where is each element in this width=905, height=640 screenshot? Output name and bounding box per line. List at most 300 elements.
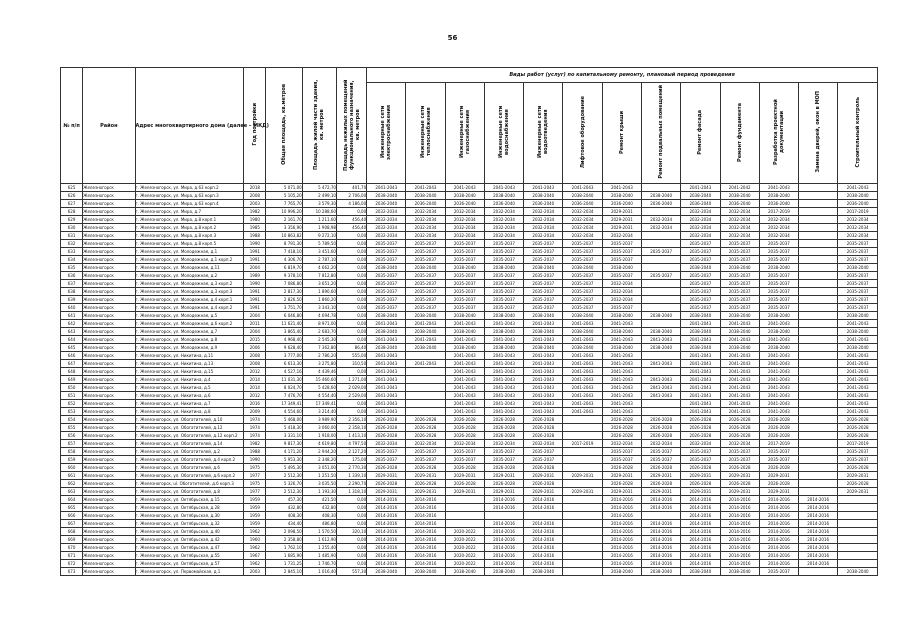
table-row xyxy=(61,416,878,424)
table-cell: 631 xyxy=(61,232,83,240)
table-cell: 2041-2043 xyxy=(484,360,523,368)
table-cell xyxy=(484,512,523,520)
table-cell: 2014-2016 xyxy=(524,496,563,504)
table-cell: 2032-2034 xyxy=(367,440,406,448)
table-cell: 1990 xyxy=(244,240,266,248)
table-cell: 3 060,00 xyxy=(302,424,336,432)
table-cell: 2035-2037 xyxy=(524,272,563,280)
table-cell: 2014-2016 xyxy=(641,528,680,536)
table-cell: 2041-2043 xyxy=(406,336,445,344)
table-cell xyxy=(641,288,680,296)
table-cell: 2035-2037 xyxy=(484,280,523,288)
table-cell xyxy=(799,392,838,400)
table-cell: 2026-2028 xyxy=(524,480,563,488)
table-cell: 657 xyxy=(61,440,83,448)
table-cell: 2038-2040 xyxy=(602,328,641,336)
table-cell: 2011 xyxy=(244,320,266,328)
table-cell: 2035-2037 xyxy=(720,240,759,248)
table-cell: 2032-2034 xyxy=(641,216,680,224)
table-cell: 2041-2043 xyxy=(681,184,720,192)
table-cell: 2041-2043 xyxy=(602,336,641,344)
table-cell: 2038-2040 xyxy=(445,344,484,352)
table-cell: 2026-2028 xyxy=(367,464,406,472)
table-cell: г. Железногорск, ул. Октябрьская, д.47 xyxy=(135,544,244,552)
table-cell: 2014-2016 xyxy=(602,560,641,568)
table-cell: 2041-2043 xyxy=(367,400,406,408)
table-cell: 2038-2040 xyxy=(563,328,602,336)
table-cell: 2035-2037 xyxy=(406,240,445,248)
table-cell: 2041-2043 xyxy=(641,336,680,344)
table-cell: 668 xyxy=(61,528,83,536)
table-cell: 1974 xyxy=(244,416,266,424)
table-cell: 3 343,10 xyxy=(302,304,336,312)
table-cell: 2026-2028 xyxy=(602,424,641,432)
table-cell: Железногорск xyxy=(83,280,135,288)
table-cell: 2014-2016 xyxy=(720,528,759,536)
table-cell: 2041-2043 xyxy=(563,360,602,368)
table-cell: 7 418,10 xyxy=(266,248,302,256)
table-cell: 2041-2043 xyxy=(484,384,523,392)
table-cell: 2020-2022 xyxy=(445,528,484,536)
table-cell: 2035-2037 xyxy=(641,456,680,464)
table-cell: 5 495,30 xyxy=(266,464,302,472)
table-cell: 2035-2037 xyxy=(367,248,406,256)
table-row xyxy=(61,424,878,432)
table-cell: 2032-2034 xyxy=(720,232,759,240)
table-cell: 2014-2016 xyxy=(602,504,641,512)
table-cell xyxy=(406,352,445,360)
table-cell xyxy=(641,304,680,312)
table-cell: 0,00 xyxy=(336,408,366,416)
table-cell: 2 029,00 xyxy=(336,384,366,392)
table-cell: 1985 xyxy=(244,224,266,232)
table-cell: 2038-2040 xyxy=(367,312,406,320)
table-cell: 2014-2016 xyxy=(602,552,641,560)
table-cell xyxy=(563,528,602,536)
table-cell: 2 944,20 xyxy=(302,448,336,456)
table-cell: 310,50 xyxy=(336,360,366,368)
table-cell: 2014-2016 xyxy=(799,512,838,520)
table-cell: 2041-2043 xyxy=(563,408,602,416)
table-cell xyxy=(563,416,602,424)
table-cell: 632 xyxy=(61,240,83,248)
table-row xyxy=(61,560,878,568)
table-cell: Железногорск xyxy=(83,256,135,264)
table-cell: 1982 xyxy=(244,208,266,216)
table-cell: 2014-2016 xyxy=(720,560,759,568)
table-cell: 2026-2028 xyxy=(406,416,445,424)
table-cell: 2 290,70 xyxy=(336,480,366,488)
table-cell xyxy=(641,400,680,408)
table-cell: 0,00 xyxy=(336,240,366,248)
table-cell: 2014-2016 xyxy=(681,512,720,520)
table-cell: 2026-2028 xyxy=(524,416,563,424)
table-cell xyxy=(799,456,838,464)
table-cell: 2014-2016 xyxy=(681,544,720,552)
table-cell: 2038-2040 xyxy=(720,328,759,336)
table-cell xyxy=(799,272,838,280)
table-cell xyxy=(799,416,838,424)
table-cell: 647 xyxy=(61,360,83,368)
table-cell: 2041-2043 xyxy=(641,392,680,400)
table-cell: 2020-2022 xyxy=(445,544,484,552)
table-cell: 2035-2037 xyxy=(524,456,563,464)
table-cell: Железногорск xyxy=(83,432,135,440)
table-cell: 2035-2037 xyxy=(720,304,759,312)
table-cell: Железногорск xyxy=(83,552,135,560)
table-cell: 2035-2037 xyxy=(563,272,602,280)
table-cell: Железногорск xyxy=(83,248,135,256)
table-cell: 2029-2031 xyxy=(484,488,523,496)
table-cell: 2035-2037 xyxy=(484,272,523,280)
table-cell: 2038-2040 xyxy=(367,264,406,272)
table-cell: 2014-2016 xyxy=(406,496,445,504)
table-cell: Железногорск xyxy=(83,200,135,208)
table-cell: 2026-2028 xyxy=(838,432,878,440)
table-cell: 2015 xyxy=(244,336,266,344)
table-cell: г. Железногорск, ул. Обогатителей, д.12 корп.2 xyxy=(135,432,244,440)
table-cell: 2041-2043 xyxy=(681,392,720,400)
table-cell xyxy=(799,256,838,264)
table-cell: 3 331,10 xyxy=(266,432,302,440)
table-cell: 2014 xyxy=(244,376,266,384)
table-cell xyxy=(799,304,838,312)
table-cell xyxy=(563,552,602,560)
table-cell: 5 953,30 xyxy=(266,456,302,464)
table-cell: 1974 xyxy=(244,432,266,440)
table-cell: 649 xyxy=(61,376,83,384)
table-cell: 2 786,20 xyxy=(302,352,336,360)
table-cell: 2012 xyxy=(244,368,266,376)
table-row xyxy=(61,456,878,464)
table-cell: 2035-2037 xyxy=(445,304,484,312)
table-cell: 2026-2028 xyxy=(759,416,798,424)
table-cell: 639 xyxy=(61,296,83,304)
table-cell: Железногорск xyxy=(83,448,135,456)
table-cell: 2032-2034 xyxy=(759,216,798,224)
table-cell: 1962 xyxy=(244,544,266,552)
table-cell: 2 845,10 xyxy=(266,568,302,576)
table-cell: Железногорск xyxy=(83,344,135,352)
table-cell: 2032-2034 xyxy=(406,224,445,232)
table-row xyxy=(61,272,878,280)
table-cell: 2035-2037 xyxy=(563,280,602,288)
table-row xyxy=(61,384,878,392)
table-row xyxy=(61,192,878,200)
table-cell: 2038-2040 xyxy=(838,344,878,352)
table-cell: 2038-2040 xyxy=(641,192,680,200)
table-cell: 2 512,30 xyxy=(266,472,302,480)
table-cell: 2038-2040 xyxy=(720,192,759,200)
table-cell: 2014-2016 xyxy=(406,520,445,528)
table-cell xyxy=(641,352,680,360)
table-cell: 2032-2034 xyxy=(602,232,641,240)
table-cell: 3 777,00 xyxy=(266,352,302,360)
table-row xyxy=(61,184,878,192)
table-cell: 2035-2037 xyxy=(563,296,602,304)
table-cell: г. Железногорск, ул. Молодежная, д.11 xyxy=(135,264,244,272)
table-cell: 2026-2028 xyxy=(484,416,523,424)
table-cell: 2035-2037 xyxy=(484,240,523,248)
table-cell: 2035-2037 xyxy=(720,272,759,280)
table-cell: 633 xyxy=(61,248,83,256)
table-cell: 0,00 xyxy=(336,336,366,344)
table-row xyxy=(61,344,878,352)
table-cell: 2035-2037 xyxy=(759,256,798,264)
table-cell: 6 613,30 xyxy=(266,360,302,368)
table-cell: 2041-2043 xyxy=(602,184,641,192)
table-cell: 2032-2034 xyxy=(367,216,406,224)
table-cell: 2035-2037 xyxy=(367,288,406,296)
table-cell: 2038-2040 xyxy=(720,312,759,320)
table-cell: 2035-2037 xyxy=(681,456,720,464)
table-cell: 2035-2037 xyxy=(838,296,878,304)
table-cell: 1 016,40 xyxy=(302,568,336,576)
table-cell: 2032-2034 xyxy=(838,232,878,240)
table-cell: 2014-2016 xyxy=(524,520,563,528)
table-cell: 2035-2037 xyxy=(602,272,641,280)
table-cell xyxy=(799,312,838,320)
table-cell: 2036-2040 xyxy=(759,200,798,208)
table-cell xyxy=(641,240,680,248)
table-cell: 2026-2028 xyxy=(406,424,445,432)
table-cell xyxy=(641,320,680,328)
table-cell xyxy=(799,368,838,376)
table-cell: 651 xyxy=(61,392,83,400)
table-cell: 660 xyxy=(61,464,83,472)
table-cell: 636 xyxy=(61,272,83,280)
header-work-label: Инженерные сети водоснабжения xyxy=(498,105,511,159)
table-cell: 421,50 xyxy=(302,496,336,504)
table-cell: 2035-2037 xyxy=(720,456,759,464)
table-cell: 2035-2037 xyxy=(641,248,680,256)
table-cell: 2029-2031 xyxy=(838,488,878,496)
table-cell: 2032-2034 xyxy=(563,232,602,240)
table-cell: 2026-2028 xyxy=(524,464,563,472)
table-row xyxy=(61,288,878,296)
table-cell: 1 339,10 xyxy=(336,472,366,480)
table-cell: 555,00 xyxy=(336,352,366,360)
table-cell: 2032-2034 xyxy=(445,224,484,232)
table-row xyxy=(61,512,878,520)
table-cell: 2 826,50 xyxy=(266,296,302,304)
table-cell: 0,00 xyxy=(336,288,366,296)
table-cell: 2041-2043 xyxy=(367,320,406,328)
table-cell xyxy=(406,376,445,384)
table-cell: 4 554,60 xyxy=(266,408,302,416)
table-row xyxy=(61,432,878,440)
header-total-area: Общая площадь, кв.метров xyxy=(281,84,288,165)
table-cell: 2014-2016 xyxy=(681,520,720,528)
table-row xyxy=(61,440,878,448)
table-cell: 2014-2016 xyxy=(406,504,445,512)
table-cell: 2038-2040 xyxy=(445,264,484,272)
table-cell: 2014-2016 xyxy=(524,536,563,544)
table-cell: 2041-2043 xyxy=(602,400,641,408)
table-cell: 2041-2043 xyxy=(602,352,641,360)
table-cell: 2041-2043 xyxy=(681,336,720,344)
table-cell: 2029-2031 xyxy=(367,472,406,480)
table-cell: 2029-2031 xyxy=(759,488,798,496)
table-cell xyxy=(799,192,838,200)
table-cell: 2004 xyxy=(244,312,266,320)
table-cell: 320,10 xyxy=(336,528,366,536)
table-cell: 2014-2016 xyxy=(720,544,759,552)
table-cell: 658 xyxy=(61,448,83,456)
header-work-cell xyxy=(799,83,838,184)
table-cell: 2041-2043 xyxy=(367,368,406,376)
table-cell: 2029-2031 xyxy=(602,472,641,480)
table-cell: 2035-2037 xyxy=(838,304,878,312)
header-work-label: Ремонт фасада xyxy=(697,109,704,155)
table-cell: 2035-2037 xyxy=(367,280,406,288)
table-cell: 2038-2040 xyxy=(602,568,641,576)
table-cell: 11 031,30 xyxy=(266,376,302,384)
table-cell: 2041-2043 xyxy=(484,400,523,408)
table-cell: 17 349,41 xyxy=(266,400,302,408)
table-cell: 0,00 xyxy=(336,544,366,552)
table-cell: 2035-2037 xyxy=(484,456,523,464)
table-cell: 0,00 xyxy=(336,280,366,288)
table-cell: 3 356,90 xyxy=(266,224,302,232)
table-cell: 17 349,41 xyxy=(302,400,336,408)
table-cell: 2041-2043 xyxy=(484,392,523,400)
table-cell: 2035-2037 xyxy=(563,304,602,312)
table-cell: 4 554,40 xyxy=(302,392,336,400)
table-cell: 2035-2037 xyxy=(681,288,720,296)
table-cell xyxy=(563,560,602,568)
table-cell: 2014-2016 xyxy=(524,504,563,512)
table-cell: 2035-2037 xyxy=(681,248,720,256)
table-cell xyxy=(799,288,838,296)
table-cell: г. Железногорск, ул. Обогатителей, д.2 xyxy=(135,448,244,456)
table-cell: 2041-2043 xyxy=(720,360,759,368)
table-cell: 1959 xyxy=(244,520,266,528)
table-cell: 2032-2034 xyxy=(602,280,641,288)
table-cell: Железногорск xyxy=(83,416,135,424)
table-cell: 2035-2037 xyxy=(563,256,602,264)
table-cell: 2016 xyxy=(244,400,266,408)
table-cell: 2035-2037 xyxy=(838,280,878,288)
table-cell: 2041-2043 xyxy=(681,400,720,408)
table-cell: г. Железногорск, ул. Обогатителей, д.10 xyxy=(135,416,244,424)
table-cell: 2041-2043 xyxy=(524,368,563,376)
table-row xyxy=(61,216,878,224)
table-cell: 0,00 xyxy=(336,552,366,560)
table-cell xyxy=(563,520,602,528)
table-cell: 2038-2040 xyxy=(367,568,406,576)
table-cell: 2035-2037 xyxy=(445,448,484,456)
table-cell: 1982 xyxy=(244,440,266,448)
table-cell xyxy=(799,248,838,256)
table-cell: 2041-2043 xyxy=(445,408,484,416)
table-cell: 2026-2028 xyxy=(367,480,406,488)
table-cell: 1 413,10 xyxy=(336,432,366,440)
table-cell: 1 318,10 xyxy=(336,488,366,496)
table-cell: 2014-2016 xyxy=(641,504,680,512)
table-cell: 2032-2034 xyxy=(524,440,563,448)
header-total-area-cell xyxy=(266,68,302,184)
table-cell: 2035-2037 xyxy=(524,288,563,296)
table-cell: 2017-2019 xyxy=(563,440,602,448)
table-cell xyxy=(838,536,878,544)
table-cell: 0,00 xyxy=(336,296,366,304)
table-cell: 2041-2043 xyxy=(641,360,680,368)
table-cell: г. Железногорск, ул. Октябрьская, д.28 xyxy=(135,504,244,512)
table-cell: 2041-2043 xyxy=(838,336,878,344)
table-cell: 2 358,80 xyxy=(266,536,302,544)
table-cell xyxy=(445,504,484,512)
table-cell: г. Железногорск, ул. Мира, д.63 корп.2 xyxy=(135,184,244,192)
table-cell: 2029-2031 xyxy=(602,208,641,216)
table-cell: 2014-2016 xyxy=(406,536,445,544)
table-cell: 1990 xyxy=(244,456,266,464)
table-cell: 2038-2040 xyxy=(445,312,484,320)
table-cell: 2036-2040 xyxy=(641,200,680,208)
table-cell: 2035-2037 xyxy=(406,296,445,304)
table-cell: 432,80 xyxy=(302,504,336,512)
table-cell: 2041-2043 xyxy=(563,368,602,376)
table-cell: 2038-2040 xyxy=(759,192,798,200)
table-cell: 2017-2019 xyxy=(838,208,878,216)
table-cell: 7 362,80 xyxy=(302,344,336,352)
table-cell: 1 731,25 xyxy=(266,560,302,568)
table-cell: 2014-2016 xyxy=(367,496,406,504)
table-cell: 2035-2037 xyxy=(484,448,523,456)
table-cell xyxy=(563,448,602,456)
table-cell: 2038-2040 xyxy=(484,192,523,200)
table-cell: 2035-2037 xyxy=(602,456,641,464)
table-cell: г. Железногорск, ул. Молодежная, д.4 корп.2 xyxy=(135,304,244,312)
table-cell: 1 685,90 xyxy=(266,552,302,560)
table-cell: 2026-2028 xyxy=(406,480,445,488)
table-cell: 457,30 xyxy=(266,496,302,504)
table-cell: 2020-2022 xyxy=(445,552,484,560)
table-cell: 434,40 xyxy=(266,520,302,528)
table-cell: 2026-2028 xyxy=(641,464,680,472)
table-cell: 5 326,70 xyxy=(266,480,302,488)
table-cell: 2041-2043 xyxy=(563,400,602,408)
table-cell: 2035-2037 xyxy=(681,256,720,264)
table-cell xyxy=(799,240,838,248)
table-cell xyxy=(641,264,680,272)
table-cell: 0,00 xyxy=(336,272,366,280)
table-cell: Железногорск xyxy=(83,544,135,552)
table-cell: 6 819,70 xyxy=(266,264,302,272)
table-cell: 2032-2034 xyxy=(484,440,523,448)
table-cell: 2014-2016 xyxy=(720,512,759,520)
header-work-cell xyxy=(641,83,680,184)
table-cell: Железногорск xyxy=(83,512,135,520)
table-cell: 0,00 xyxy=(336,320,366,328)
table-cell: 2041-2043 xyxy=(838,320,878,328)
table-cell: Железногорск xyxy=(83,264,135,272)
table-cell: 2041-2043 xyxy=(445,400,484,408)
table-row xyxy=(61,264,878,272)
table-cell: 635 xyxy=(61,264,83,272)
table-cell xyxy=(799,296,838,304)
table-cell: 2014-2016 xyxy=(799,544,838,552)
table-cell: 2041-2043 xyxy=(602,360,641,368)
table-cell: 2035-2037 xyxy=(406,456,445,464)
table-cell: 2014-2016 xyxy=(681,504,720,512)
table-cell: 2035-2037 xyxy=(681,272,720,280)
table-cell: 2029-2031 xyxy=(641,488,680,496)
table-cell: 2 512,30 xyxy=(266,488,302,496)
table-cell xyxy=(641,512,680,520)
table-cell: 2041-2043 xyxy=(445,320,484,328)
table-cell: 656 xyxy=(61,432,83,440)
